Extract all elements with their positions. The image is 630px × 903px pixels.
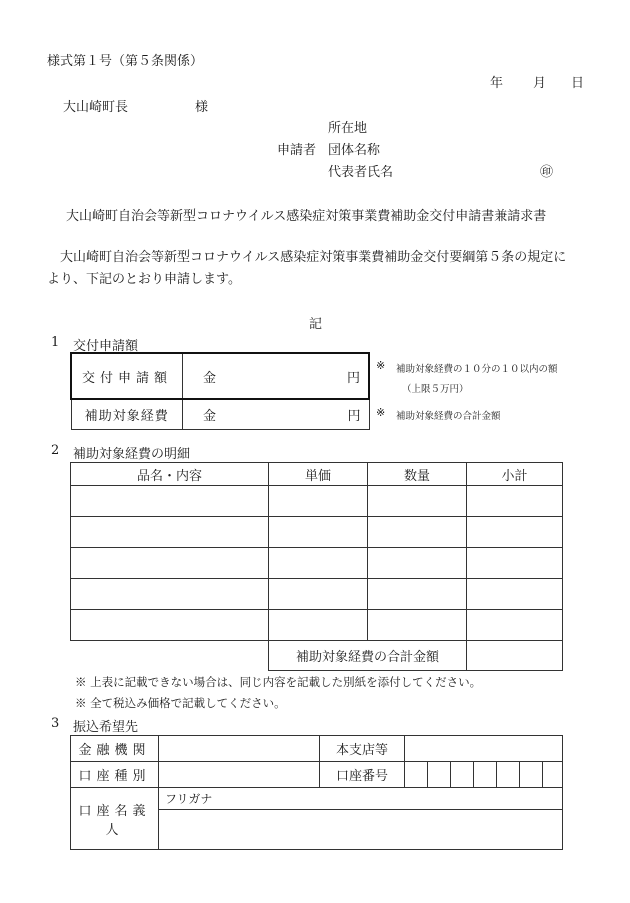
addressee: 大山崎町長 — [63, 100, 129, 115]
account-holder-field[interactable] — [159, 810, 563, 850]
col-qty-header: 数量 — [368, 463, 467, 486]
expense-detail-table — [70, 462, 563, 671]
eligible-note: 補助対象経費の合計金額 — [396, 411, 501, 422]
furigana-field[interactable] — [159, 788, 563, 810]
col-price-header: 単価 — [269, 463, 368, 486]
account-digit-box[interactable] — [428, 762, 451, 788]
qty-cell[interactable] — [368, 579, 467, 610]
total-amount-cell[interactable] — [467, 641, 563, 671]
item-cell[interactable] — [71, 579, 269, 610]
table-row — [71, 517, 563, 548]
bank-transfer-table — [70, 735, 563, 850]
account-type-label: 口座種別 — [71, 762, 159, 788]
applicant-label: 申請者 — [277, 143, 317, 158]
item-cell[interactable] — [71, 610, 269, 641]
price-cell[interactable] — [269, 486, 368, 517]
table-note-1: ※ 上表に記載できない場合は、同じ内容を記載した別紙を添付してください。 — [75, 675, 482, 689]
price-cell[interactable] — [269, 517, 368, 548]
account-number-label: 口座番号 — [320, 762, 405, 788]
subtotal-cell[interactable] — [467, 610, 563, 641]
address-label: 所在地 — [328, 121, 368, 136]
furigana-label: フリガナ — [165, 792, 213, 806]
representative-label: 代表者氏名 — [328, 165, 394, 180]
bank-label: 金融機関 — [71, 736, 159, 762]
total-label: 補助対象経費の合計金額 — [269, 641, 467, 671]
item-cell[interactable] — [71, 548, 269, 579]
col-item-header: 品名・内容 — [71, 463, 269, 486]
subtotal-cell[interactable] — [467, 548, 563, 579]
date-day: 日 — [571, 76, 585, 91]
price-cell[interactable] — [269, 579, 368, 610]
subtotal-cell[interactable] — [467, 579, 563, 610]
eligible-cost-label: 補助対象経費 — [71, 399, 183, 429]
table-row — [71, 579, 563, 610]
account-digit-box[interactable] — [543, 762, 563, 788]
table-note-2: ※ 全て税込み価格で記載してください。 — [75, 696, 286, 710]
grant-amount-prefix: 金 — [203, 370, 217, 386]
bank-field[interactable] — [159, 736, 320, 762]
body-text-line1: 大山崎町自治会等新型コロナウイルス感染症対策事業費補助金交付要綱第５条の規定に — [60, 250, 567, 265]
eligible-cost-field[interactable] — [183, 399, 370, 429]
section1-number: 1 — [51, 335, 60, 350]
account-holder-label: 口座名義人 — [71, 788, 159, 850]
account-digit-box[interactable] — [520, 762, 543, 788]
qty-cell[interactable] — [368, 486, 467, 517]
branch-field[interactable] — [405, 736, 563, 762]
account-digit-box[interactable] — [474, 762, 497, 788]
body-text-line2: より、下記のとおり申請します。 — [47, 272, 241, 287]
ki-heading: 記 — [309, 317, 323, 332]
grant-amount-label: 交付申請額 — [71, 353, 183, 399]
grant-note-mark: ※ — [376, 359, 386, 372]
qty-cell[interactable] — [368, 610, 467, 641]
account-type-field[interactable] — [159, 762, 320, 788]
item-cell[interactable] — [71, 517, 269, 548]
branch-label: 本支店等 — [320, 736, 405, 762]
table-row — [71, 548, 563, 579]
eligible-note-mark: ※ — [376, 406, 386, 419]
document-title: 大山崎町自治会等新型コロナウイルス感染症対策事業費補助金交付申請書兼請求書 — [66, 209, 547, 224]
col-subtotal-header: 小計 — [467, 463, 563, 486]
item-cell[interactable] — [71, 486, 269, 517]
grant-note-sub: （上限５万円） — [402, 384, 469, 395]
org-name-label: 団体名称 — [328, 143, 381, 158]
date-year: 年 — [490, 76, 504, 91]
application-amount-table — [70, 352, 370, 430]
account-digit-box[interactable] — [497, 762, 520, 788]
table-row — [71, 610, 563, 641]
date-month: 月 — [533, 76, 547, 91]
table-row — [71, 486, 563, 517]
account-digit-box[interactable] — [405, 762, 428, 788]
form-number: 様式第１号（第５条関係） — [47, 54, 204, 69]
qty-cell[interactable] — [368, 517, 467, 548]
subtotal-cell[interactable] — [467, 486, 563, 517]
section2-heading: 補助対象経費の明細 — [73, 447, 191, 462]
addressee-honorific: 様 — [195, 100, 209, 115]
grant-amount-unit: 円 — [346, 370, 360, 386]
seal-mark: ㊞ — [540, 165, 554, 180]
qty-cell[interactable] — [368, 548, 467, 579]
price-cell[interactable] — [269, 610, 368, 641]
account-digit-box[interactable] — [451, 762, 474, 788]
price-cell[interactable] — [269, 548, 368, 579]
grant-amount-field[interactable] — [183, 353, 370, 399]
section1-heading: 交付申請額 — [73, 339, 139, 354]
section3-number: 3 — [51, 716, 60, 731]
section2-number: 2 — [51, 443, 60, 458]
section3-heading: 振込希望先 — [73, 720, 139, 735]
grant-note: 補助対象経費の１０分の１０以内の額 — [396, 364, 558, 375]
eligible-cost-prefix: 金 — [203, 408, 217, 424]
eligible-cost-unit: 円 — [347, 408, 361, 424]
subtotal-cell[interactable] — [467, 517, 563, 548]
